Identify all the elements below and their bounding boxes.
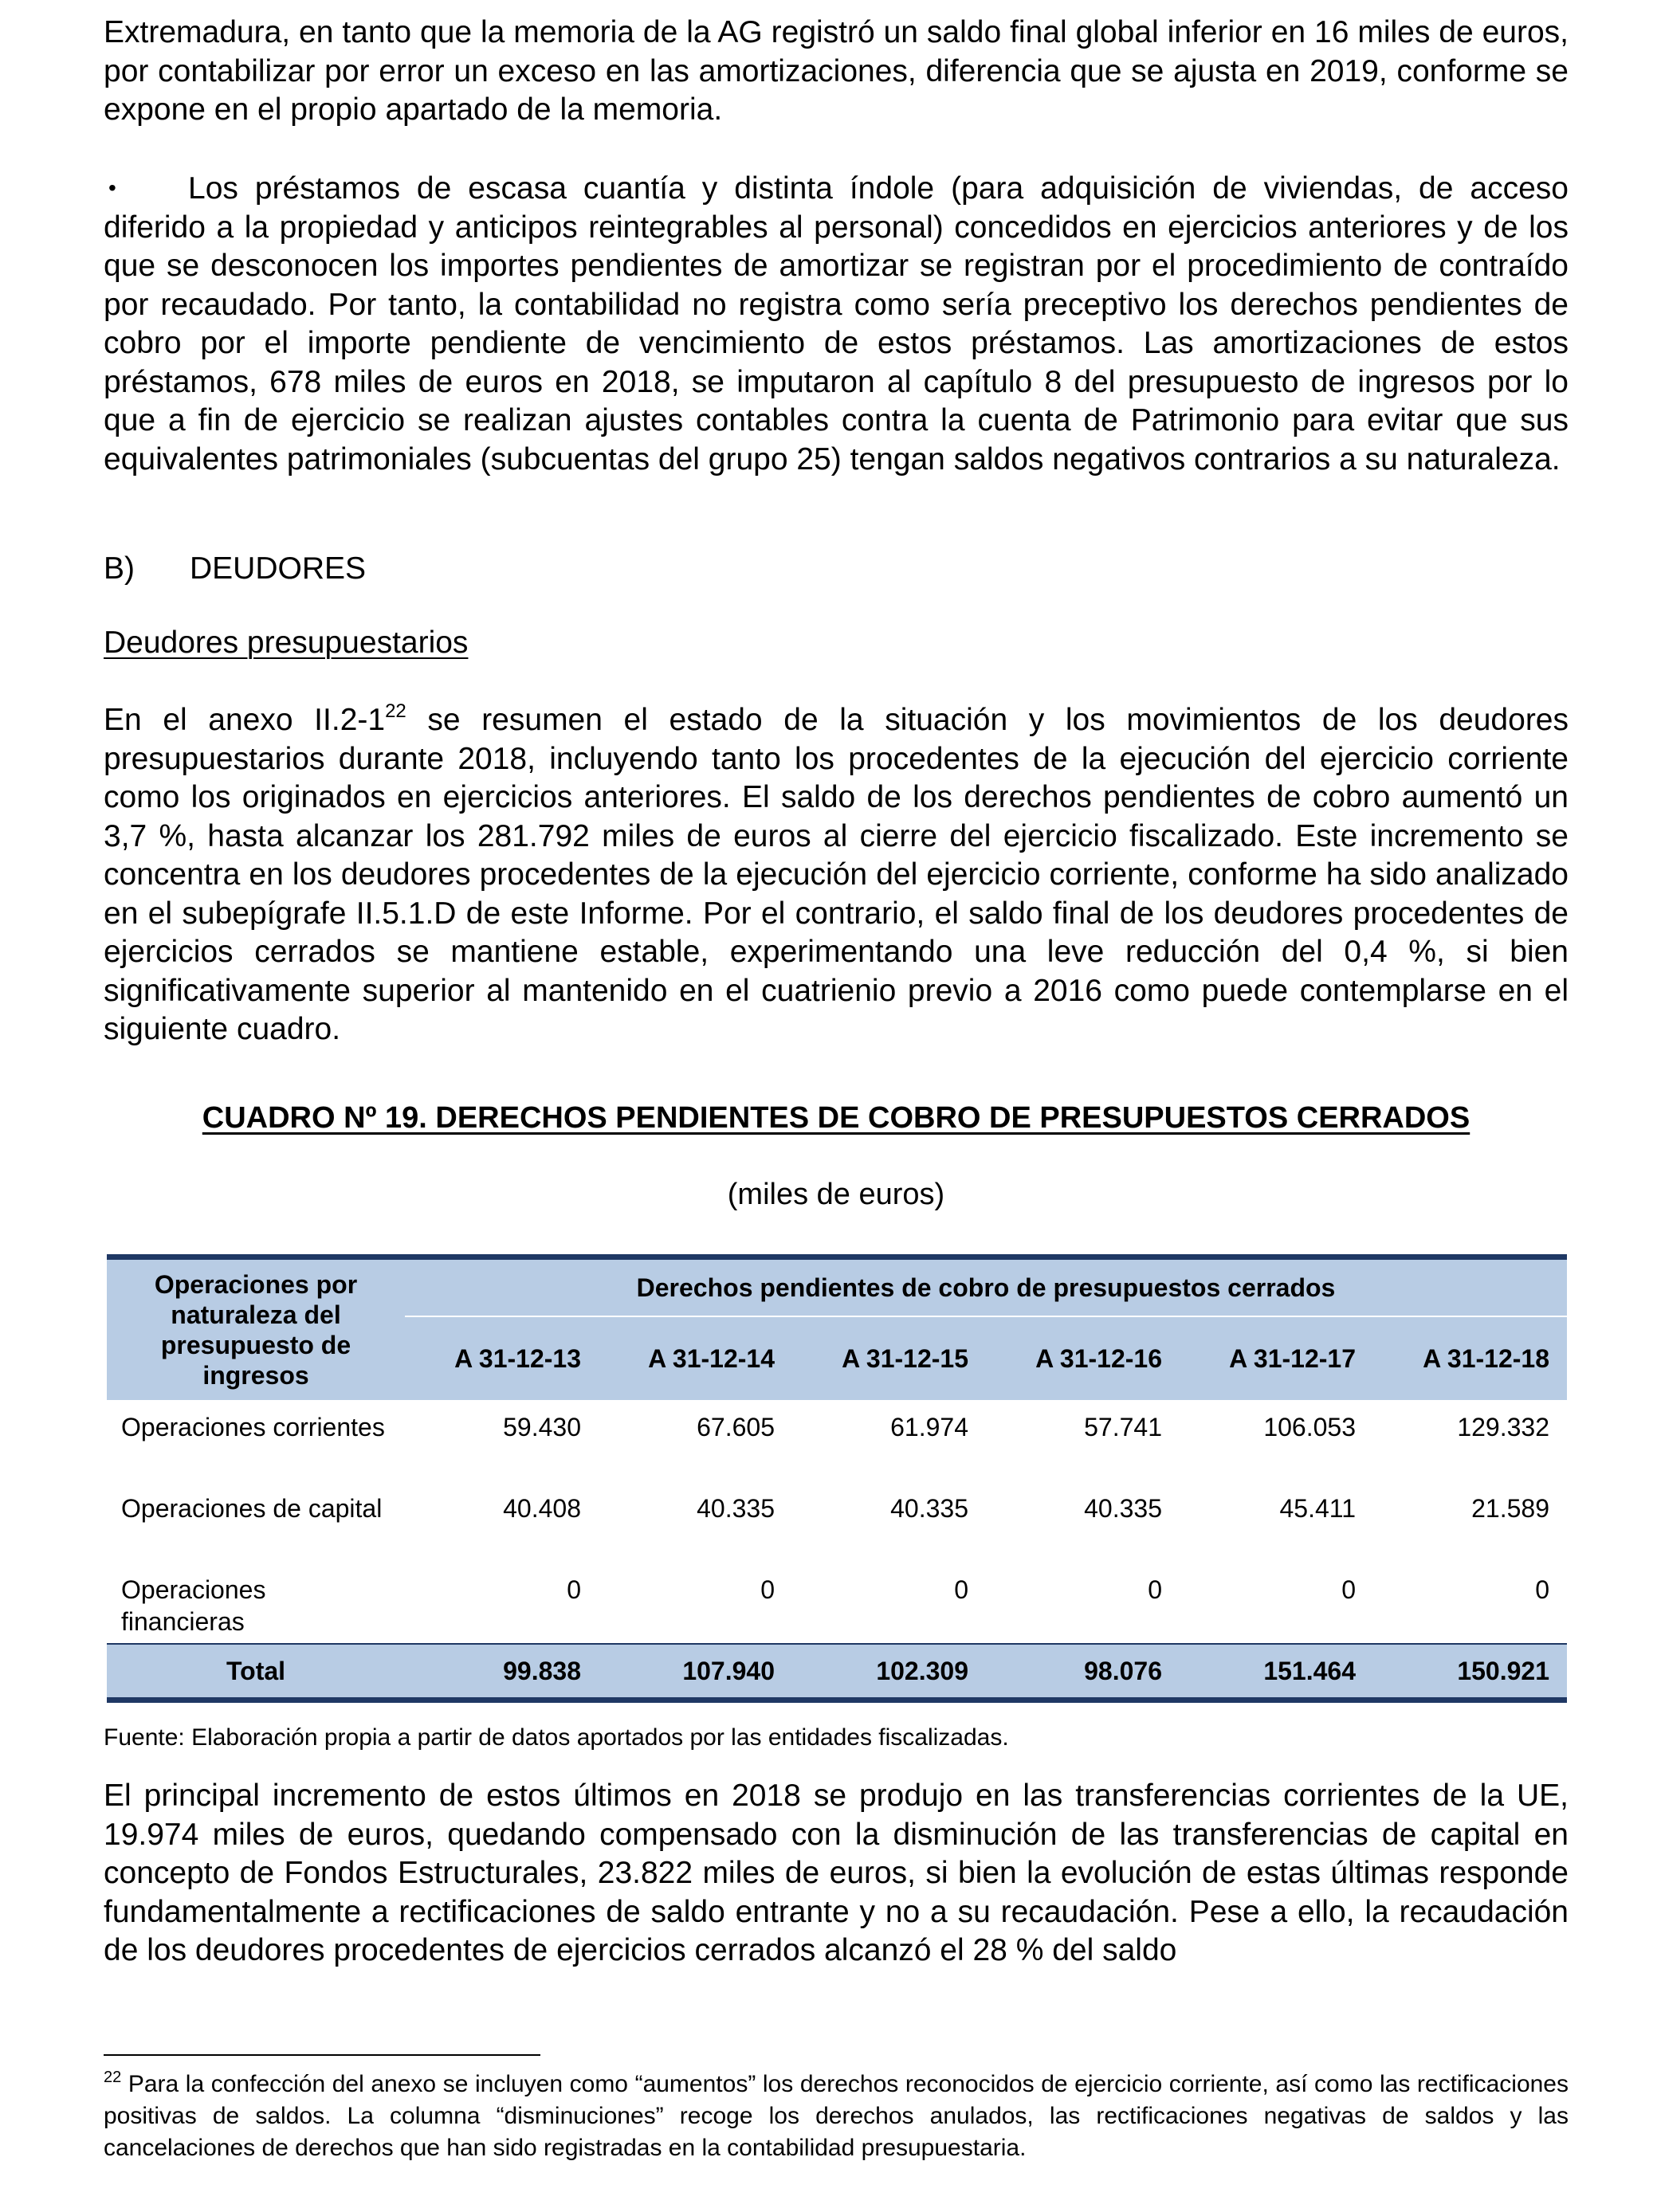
total-cell: 107.940 <box>599 1644 792 1700</box>
total-cell: 150.921 <box>1373 1644 1567 1700</box>
group-header: Derechos pendientes de cobro de presupuestos cerrados <box>405 1257 1567 1317</box>
table-title: CUADRO Nº 19. DERECHOS PENDIENTES DE COBRO DE PRESUPUESTOS CERRADOS <box>202 1101 1470 1135</box>
table-cell: 40.408 <box>503 1494 581 1523</box>
table-cell: 0 <box>760 1575 775 1604</box>
section-title: DEUDORES <box>190 551 367 586</box>
row-label: Operaciones corrientes <box>121 1413 385 1441</box>
row-header: Operaciones por naturaleza del presupuesto de ingresos <box>107 1257 405 1401</box>
table-units: (miles de euros) <box>727 1178 945 1211</box>
total-label: Total <box>107 1644 405 1700</box>
footnote-text: Para la confección del anexo se incluyen como “aumentos” los derechos reconocidos de ejercicio corriente, así como las rectificaciones positivas de saldos. La columna “disminuciones” recoge los derechos anulados, las rectificaciones negativas de saldos y las cancelaciones de derechos que han sido registradas en la contabilidad presupuestaria. <box>104 2071 1569 2161</box>
table-cell: 129.332 <box>1457 1413 1549 1441</box>
table-cell: 40.335 <box>1084 1494 1162 1523</box>
table-cell: 0 <box>1148 1575 1162 1604</box>
table-source: Fuente: Elaboración propia a partir de datos aportados por las entidades fiscalizadas. <box>104 1724 1009 1751</box>
table-row <box>107 1400 1567 1481</box>
total-cell: 151.464 <box>1180 1644 1373 1700</box>
column-header: A 31-12-13 <box>405 1316 599 1400</box>
footnote-number: 22 <box>104 2069 122 2086</box>
row-label: Operaciones de capital <box>121 1494 383 1523</box>
table-cell: 0 <box>954 1575 968 1604</box>
total-cell: 99.838 <box>405 1644 599 1700</box>
row-label: Operaciones financieras <box>121 1575 266 1636</box>
paragraph-prestamos-text: Los préstamos de escasa cuantía y distinta índole (para adquisición de viviendas, de acceso diferido a la propiedad y anticipos reintegrables al personal) concedidos en ejercicios anteriores y de los que se desconocen los importes pendientes de amortizar se registran por el procedimiento de contraído por recaudado. Por tanto, la contabilidad no registra como sería preceptivo los derechos pendientes de cobro por el importe pendiente de vencimiento de estos préstamos. Las amortizaciones de estos préstamos, 678 miles de euros en 2018, se imputaron al capítulo 8 del presupuesto de ingresos por lo que a fin de ejercicio se realizan ajustes contables contra la cuenta de Patrimonio para evitar que sus equivalentes patrimoniales (subcuentas del grupo 25) tengan saldos negativos contrarios a su naturaleza. <box>104 171 1569 477</box>
footnote-ref[interactable]: 22 <box>385 700 406 722</box>
footnote-divider <box>104 2054 540 2056</box>
table-cell: 59.430 <box>503 1413 581 1441</box>
paragraph-incremento: El principal incremento de estos últimos en 2018 se produjo en las transferencias corrientes de la UE, 19.974 miles de euros, quedando compensado con la disminución de las transferencias de capital en concepto de Fondos Estructurales, 23.822 miles de euros, si bien la evolución de estas últimas responde fundamentalmente a rectificaciones de saldo entrante y no a su recaudación. Pese a ello, la recaudación de los deudores procedentes de ejercicios cerrados alcanzó el 28 % del saldo <box>104 1779 1569 1967</box>
table-cell: 67.605 <box>697 1413 775 1441</box>
section-letter: B) <box>104 551 135 586</box>
total-cell: 98.076 <box>986 1644 1180 1700</box>
table-cell: 0 <box>1535 1575 1549 1604</box>
table-total-row <box>107 1644 1567 1700</box>
table-cell: 61.974 <box>890 1413 968 1441</box>
footnote <box>104 2069 1569 2164</box>
data-table <box>107 1254 1567 1703</box>
table-cell: 106.053 <box>1263 1413 1356 1441</box>
column-header: A 31-12-14 <box>599 1316 792 1400</box>
table-cell: 0 <box>567 1575 581 1604</box>
table-cell: 57.741 <box>1084 1413 1162 1441</box>
table-cell: 40.335 <box>890 1494 968 1523</box>
table-cell: 45.411 <box>1279 1494 1356 1523</box>
column-header: A 31-12-17 <box>1180 1316 1373 1400</box>
table-row <box>107 1563 1567 1644</box>
column-header: A 31-12-16 <box>986 1316 1180 1400</box>
subheading-deudores: Deudores presupuestarios <box>104 626 469 660</box>
table-cell: 0 <box>1341 1575 1356 1604</box>
table-row <box>107 1481 1567 1563</box>
bullet-icon: • <box>108 175 116 200</box>
paragraph-anexo-start: En el anexo II.2-1 <box>104 703 386 737</box>
section-heading <box>104 550 366 588</box>
total-cell: 102.309 <box>792 1644 986 1700</box>
column-header: A 31-12-15 <box>792 1316 986 1400</box>
paragraph-prestamos <box>104 169 1569 479</box>
table-cell: 40.335 <box>697 1494 775 1523</box>
table-cell: 21.589 <box>1471 1494 1549 1523</box>
paragraph-anexo <box>104 701 1569 1049</box>
paragraph-anexo-rest: se resumen el estado de la situación y los movimientos de los deudores presupuestarios durante 2018, incluyendo tanto los procedentes de la ejecución del ejercicio corriente como los originados en ejercicios anteriores. El saldo de los derechos pendientes de cobro aumentó un 3,7 %, hasta alcanzar los 281.792 miles de euros al cierre del ejercicio fiscalizado. Este incremento se concentra en los deudores procedentes de la ejecución del ejercicio corriente, conforme ha sido analizado en el subepígrafe II.5.1.D de este Informe. Por el contrario, el saldo final de los deudores procedentes de ejercicios cerrados se mantiene estable, experimentando una leve reducción del 0,4 %, si bien significativamente superior al mantenido en el cuatrienio previo a 2016 como puede contemplarse en el siguiente cuadro. <box>104 703 1569 1046</box>
column-header: A 31-12-18 <box>1373 1316 1567 1400</box>
paragraph-extremadura: Extremadura, en tanto que la memoria de la AG registró un saldo final global inferior en 16 miles de euros, por contabilizar por error un exceso en las amortizaciones, diferencia que se ajusta en 2019, conforme se expone en el propio apartado de la memoria. <box>104 15 1569 127</box>
